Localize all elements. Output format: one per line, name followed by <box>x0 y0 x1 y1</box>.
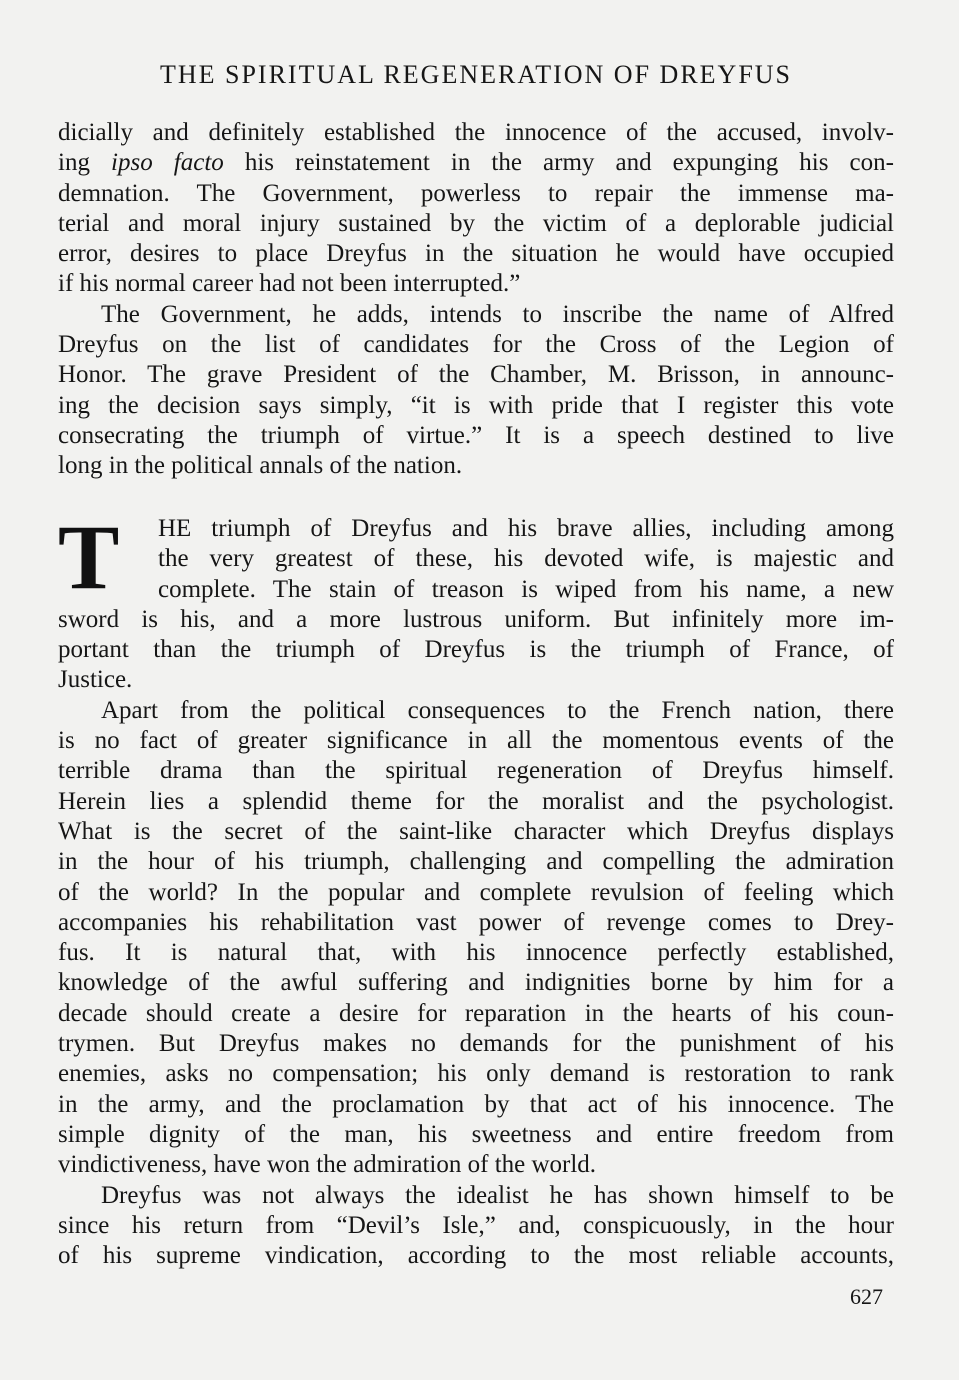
text-line: is no fact of greater significance in all the momentous events of the <box>58 727 894 755</box>
text-line: ing the decision says simply, “it is with pride that I register this vote <box>58 391 894 419</box>
text-line: Dreyfus was not always the idealist he has shown himself to be <box>101 1181 894 1209</box>
italic-phrase: ipso facto <box>111 149 224 177</box>
text-line: HE triumph of Dreyfus and his brave allies, including among <box>158 515 894 542</box>
text-line: if his normal career had not been interrupted.” <box>58 270 521 298</box>
text-block-1 <box>58 118 894 482</box>
text-line: long in the political annals of the nation. <box>58 452 463 480</box>
text-line: complete. The stain of treason is wiped from his name, a new <box>158 575 894 603</box>
text-line: demnation. The Government, powerless to repair the immense ma- <box>58 179 894 207</box>
running-head: THE SPIRITUAL REGENERATION OF DREYFUS <box>159 60 793 89</box>
text-line: The Government, he adds, intends to inscribe the name of Alfred <box>101 300 894 328</box>
text-line: error, desires to place Dreyfus in the situation he would have occupied <box>58 240 894 268</box>
text-line: Apart from the political consequences to the French nation, there <box>101 696 894 724</box>
text-line: accompanies his rehabilitation vast power of revenge comes to Drey- <box>58 908 894 936</box>
text-line: of his supreme vindication, according to the most reliable accounts, <box>58 1242 894 1270</box>
text-line: sword is his, and a more lustrous uniform. But infinitely more im- <box>58 605 894 633</box>
text-line: simple dignity of the man, his sweetness and entire freedom from <box>58 1120 894 1148</box>
text-line: the very greatest of these, his devoted wife, is majestic and <box>158 545 894 573</box>
text-line: trymen. But Dreyfus makes no demands for the punishment of his <box>58 1030 894 1058</box>
text-line: dicially and definitely established the innocence of the accused, involv- <box>58 119 894 146</box>
text-line: Herein lies a splendid theme for the moralist and the psychologist. <box>58 787 894 815</box>
text-line: of the world? In the popular and complete revulsion of feeling which <box>58 878 894 906</box>
text-line: consecrating the triumph of virtue.” It is a speech destined to live <box>58 421 894 449</box>
page-number: 627 <box>850 1284 883 1309</box>
text-line: since his return from “Devil’s Isle,” and, conspicuously, in the hour <box>58 1211 894 1239</box>
text-line: Dreyfus on the list of candidates for the Cross of the Legion of <box>58 331 894 359</box>
text-line: terial and moral injury sustained by the victim of a deplorable judicial <box>58 209 894 237</box>
text-line: in the army, and the proclamation by that act of his innocence. The <box>58 1090 894 1118</box>
text-line: What is the secret of the saint-like character which Dreyfus displays <box>58 817 894 845</box>
text-line: portant than the triumph of Dreyfus is the triumph of France, of <box>58 636 894 664</box>
text-line: terrible drama than the spiritual regeneration of Dreyfus himself. <box>58 757 894 785</box>
text-line: vindictiveness, have won the admiration of the world. <box>58 1151 597 1179</box>
text-line: ing ipso facto his reinstatement in the army and expunging his con- <box>58 149 894 177</box>
text-line: Honor. The grave President of the Chamber, M. Brisson, in announc- <box>58 361 894 389</box>
text-line: Justice. <box>58 666 133 694</box>
text-line: in the hour of his triumph, challenging and compelling the admiration <box>58 848 894 876</box>
text-line: knowledge of the awful suffering and indignities borne by him for a <box>58 969 894 997</box>
drop-cap: T <box>58 506 120 608</box>
text-line: fus. It is natural that, with his innocence perfectly established, <box>58 939 894 967</box>
text-line: enemies, asks no compensation; his only demand is restoration to rank <box>58 1060 894 1088</box>
text-line: decade should create a desire for reparation in the hearts of his coun- <box>58 999 894 1027</box>
text-block-2 <box>58 506 894 1271</box>
